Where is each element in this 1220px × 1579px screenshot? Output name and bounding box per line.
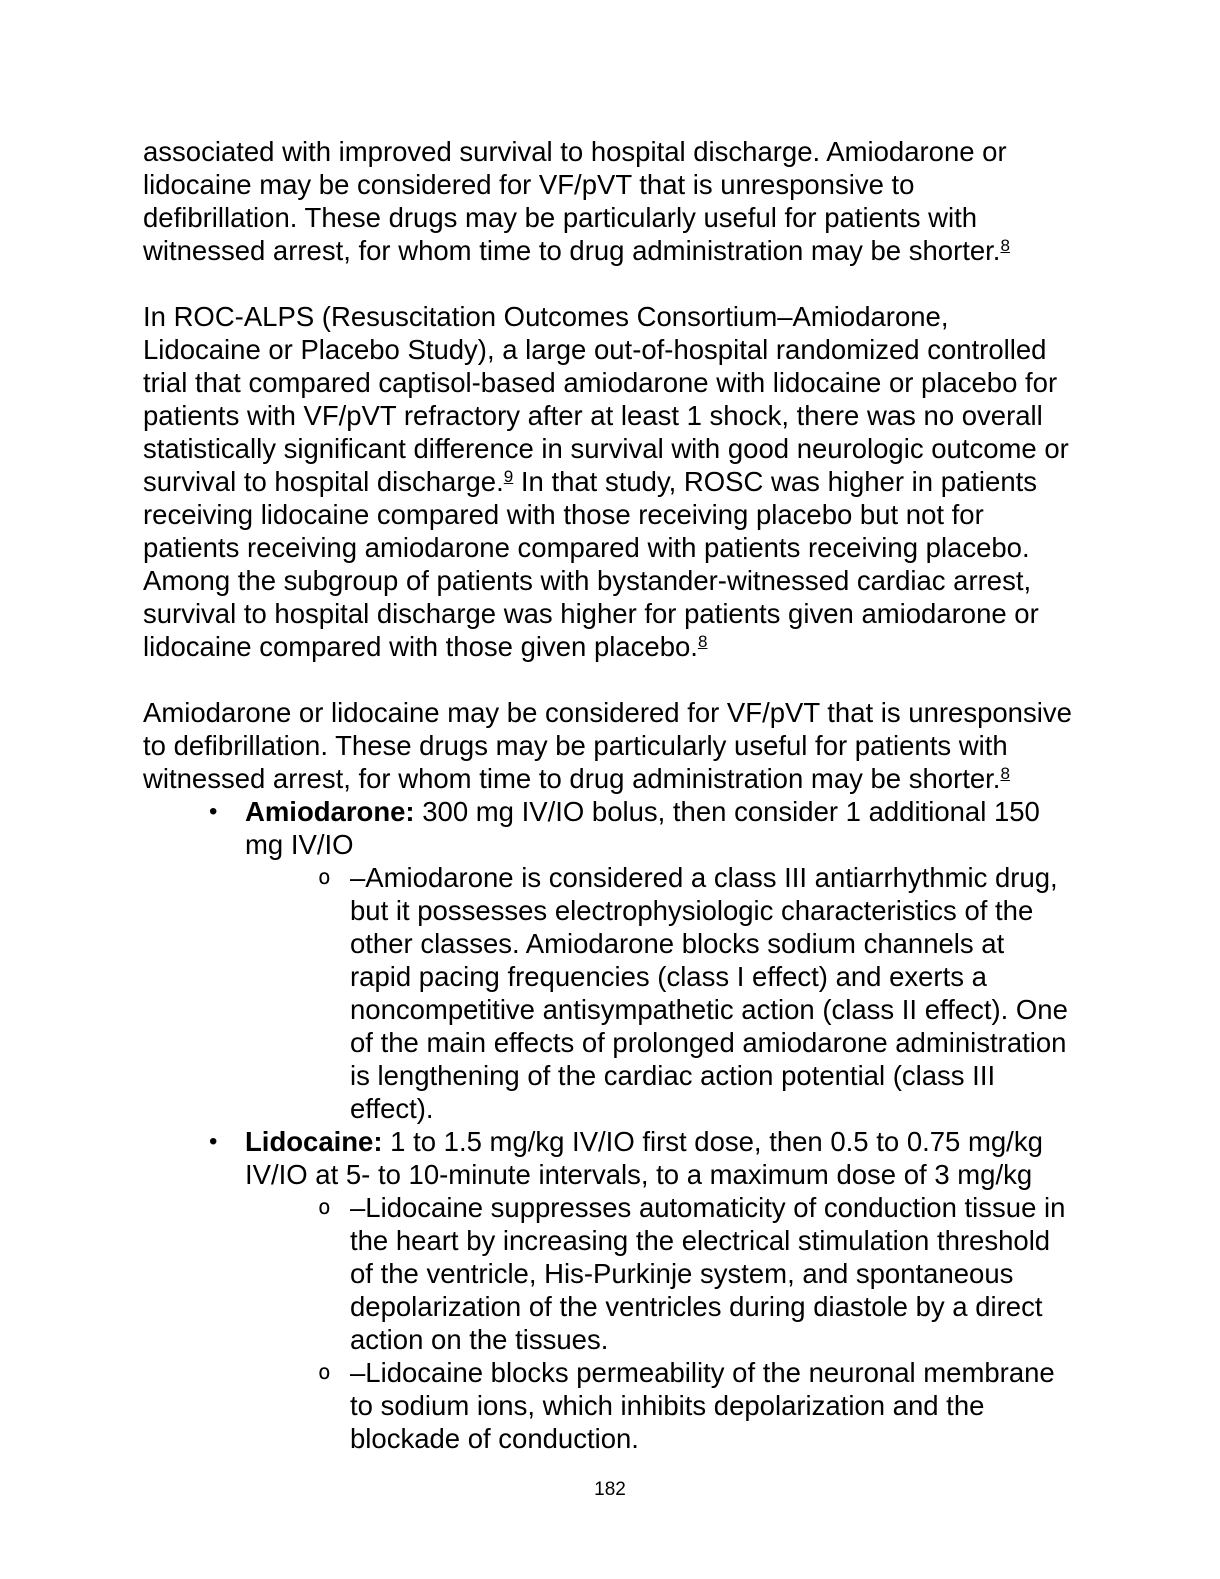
sub-list-item-amiodarone-note [143,861,1073,1125]
circle-bullet-icon: o [318,1195,331,1219]
footnote-link-9[interactable]: 9 [503,467,514,487]
drug-dosage-list [143,795,1073,1455]
bullet-icon: • [209,798,218,825]
list-item-text [245,1125,1073,1191]
paragraph-2 [143,300,1073,663]
paragraph-3 [143,696,1073,795]
lidocaine-dose-text: 1 to 1.5 mg/kg IV/IO first dose, then 0.5 to 0.75 mg/kg IV/IO at 5- to 10-minute intervals, to a maximum dose of 3 mg/kg [245,1126,1043,1190]
sub-list-item-lidocaine-note-1 [143,1191,1073,1356]
paragraph-2-text-a: In ROC-ALPS (Resuscitation Outcomes Consortium–Amiodarone, Lidocaine or Placebo Study), a large out-of-hospital randomized controlled trial that compared captisol-based amiodarone with lidocaine or placebo for patients with VF/pVT refractory after at least 1 shock, there was no overall statistically significant difference in survival with good neurologic outcome or survival to hospital discharge. [143,301,1069,497]
bullet-icon: • [209,1128,218,1155]
paragraph-1 [143,135,1073,267]
drug-name-lidocaine: Lidocaine: [245,1126,383,1157]
document-page [143,135,1073,1455]
page-number: 182 [594,1479,626,1500]
list-item-lidocaine [143,1125,1073,1191]
footnote-link-8[interactable]: 8 [1000,236,1010,256]
lidocaine-note-1-text: –Lidocaine suppresses automaticity of conduction tissue in the heart by increasing the electrical stimulation threshold of the ventricle, His-Purkinje system, and spontaneous depolarization of the ventricles during diastole by a direct action on the tissues. [350,1192,1066,1355]
circle-bullet-icon: o [318,1360,331,1384]
list-item-amiodarone [143,795,1073,861]
circle-bullet-icon: o [318,865,331,889]
sub-list-item-lidocaine-note-2 [143,1356,1073,1455]
footnote-link-8[interactable]: 8 [1000,764,1010,784]
paragraph-1-text: associated with improved survival to hospital discharge. Amiodarone or lidocaine may be considered for VF/pVT that is unresponsive to defibrillation. These drugs may be particularly useful for patients with witnessed arrest, for whom time to drug administration may be shorter. [143,136,1007,266]
paragraph-3-text: Amiodarone or lidocaine may be considered for VF/pVT that is unresponsive to defibrillation. These drugs may be particularly useful for patients with witnessed arrest, for whom time to drug administration may be shorter. [143,697,1072,794]
lidocaine-note-2-text: –Lidocaine blocks permeability of the neuronal membrane to sodium ions, which inhibits depolarization and the blockade of conduction. [350,1357,1055,1454]
list-item-text [245,795,1073,861]
drug-name-amiodarone: Amiodarone: [245,796,415,827]
amiodarone-dose-text: 300 mg IV/IO bolus, then consider 1 additional 150 mg IV/IO [245,796,1040,860]
paragraph-2-text-b: In that study, ROSC was higher in patients receiving lidocaine compared with those receiving placebo but not for patients receiving amiodarone compared with patients receiving placebo. Among the subgroup of patients with bystander-witnessed cardiac arrest, survival to hospital discharge was higher for patients given amiodarone or lidocaine compared with those given placebo. [143,466,1039,662]
amiodarone-note-text: –Amiodarone is considered a class III antiarrhythmic drug, but it possesses electrophysiologic characteristics of the other classes. Amiodarone blocks sodium channels at rapid pacing frequencies (class I effect) and exerts a noncompetitive antisympathetic action (class II effect). One of the main effects of prolonged amiodarone administration is lengthening of the cardiac action potential (class III effect). [350,862,1068,1124]
footnote-link-8[interactable]: 8 [697,632,708,652]
